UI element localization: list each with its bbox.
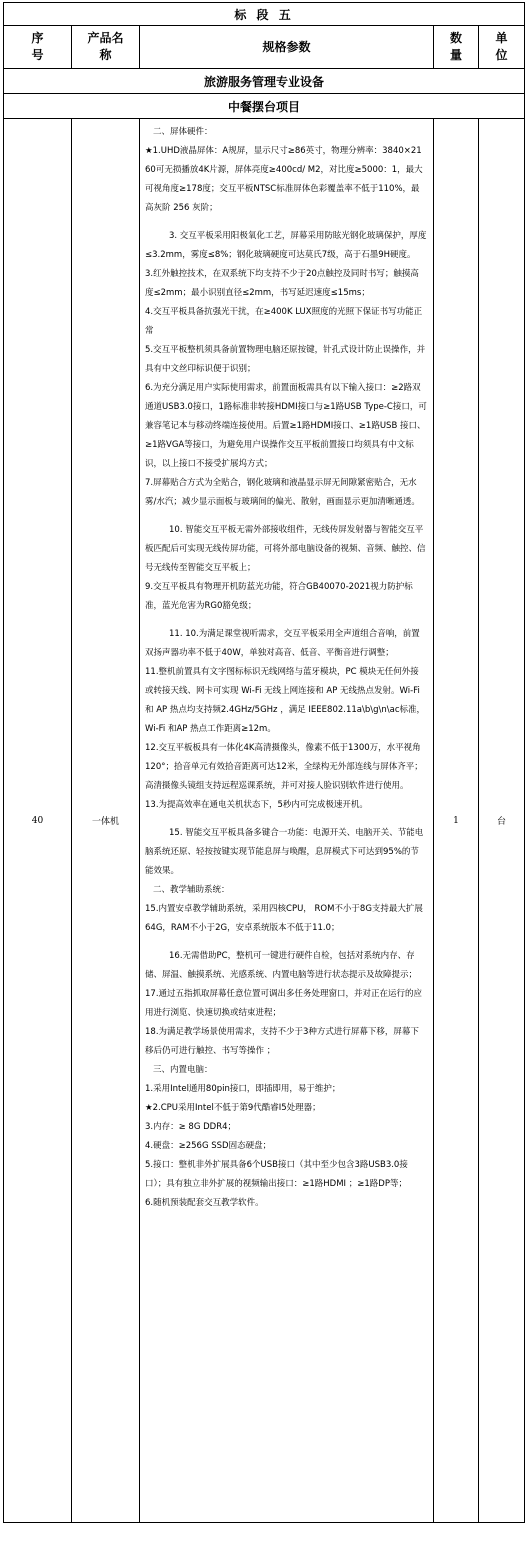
item-no: 40 bbox=[4, 119, 72, 1523]
spec-line: 6.随机预装配套交互教学软件。 bbox=[145, 1198, 264, 1208]
header-product-line2: 称 bbox=[99, 48, 112, 62]
spec-line: 12.交互平板板具有一体化4K高清摄像头，像素不低于1300万，水平视角 120°；拾音单元有效拾音距离可达12米，全绿构无外部连线与屏体齐平；高清摄像头镜组支持远程巡课系统，并可对接人脸识别软件进行使用。 bbox=[145, 743, 423, 791]
subcategory-row bbox=[4, 94, 525, 119]
subcategory-title: 中餐摆台项目 bbox=[4, 94, 525, 119]
spec-line: 三、内置电脑： bbox=[153, 1065, 213, 1075]
spec-line: 11. 10.为满足课堂视听需求，交互平板采用全声道组合音响，前置双扬声器功率不低于40W，单独对高音、低音、平衡音进行调整； bbox=[145, 629, 420, 658]
header-qty-line1: 数 bbox=[449, 31, 462, 45]
spec-line: 13.为提高效率在通电关机状态下，5秒内可完成极速开机。 bbox=[145, 800, 368, 810]
item-unit: 台 bbox=[479, 119, 525, 1523]
spec-line: 3.红外触控技术，在双系统下均支持不少于20点触控及同时书写；触摸高度≤2mm；最小识别直径≤2mm，书写延迟速度≤15ms； bbox=[145, 269, 419, 298]
section-title-row bbox=[4, 3, 525, 26]
category-title: 旅游服务管理专业设备 bbox=[4, 69, 525, 94]
item-spec bbox=[140, 119, 434, 1523]
spec-line: 3. 交互平板采用阳极氧化工艺，屏幕采用防眩光钢化玻璃保护，厚度≤3.2mm，雾度≤8%；钢化玻璃硬度可达莫氏7级，高于石墨9H硬度。 bbox=[145, 231, 427, 260]
spec-line: 18.为满足教学场景使用需求，支持不少于3种方式进行屏幕下移，屏幕下移后仍可进行触控、书写等操作 ； bbox=[145, 1027, 419, 1056]
header-no bbox=[4, 26, 72, 69]
item-qty: 1 bbox=[434, 119, 479, 1523]
spec-line: 7.屏幕贴合方式为全贴合，钢化玻璃和液晶显示屏无间隙紧密贴合，无水雾/水汽；减少显示面板与玻璃间的偏光、散射，画面显示更加清晰通透。 bbox=[145, 478, 420, 507]
section-title: 标 段 五 bbox=[4, 3, 525, 26]
spec-line: 3.内存：≥ 8G DDR4； bbox=[145, 1122, 237, 1132]
spec-line: 10. 智能交互平板无需外部接收组件，无线传屏发射器与智能交互平板匹配后可实现无线传屏功能，可将外部电脑设备的视频、音频、触控、信号无线传至智能交互平板上； bbox=[145, 525, 426, 573]
spec-line: ★1.UHD液晶屏体：A规屏，显示尺寸≥86英寸，物理分辨率：3840×2160可无损播放4K片源，屏体亮度≥400cd/ M2，对比度≥5000：1，最大可视角度≥178度；交互平板NTSC标准屏体色彩覆盖率不低于110%，最高灰阶 256 灰阶； bbox=[145, 146, 423, 213]
spec-line: 5.接口：整机非外扩展具备6个USB接口（其中至少包含3路USB3.0接口）；具有独立非外扩展的视频输出接口：≥1路HDMI ；≥1路DP等； bbox=[145, 1160, 408, 1189]
header-unit-line1: 单 bbox=[495, 31, 508, 45]
header-unit-line2: 位 bbox=[495, 48, 508, 62]
spec-line: 5.交互平板整机须具备前置物理电脑还原按键，针孔式设计防止误操作，并具有中文丝印标识便于识别； bbox=[145, 345, 426, 374]
spec-line: 17.通过五指抓取屏幕任意位置可调出多任务处理窗口，并对正在运行的应用进行浏览、快速切换或结束进程； bbox=[145, 989, 423, 1018]
spec-line: 6.为充分满足用户实际使用需求，前置面板需具有以下输入接口：≥2路双通道USB3.0接口，1路标准非转接HDMI接口与≥1路USB Type-C接口，可兼容笔记本与移动终端连接使用。后置≥1路HDMI接口、≥1路USB 接口、≥1路VGA等接口，为避免用户误操作交互平板前置接口均须具有中文标识，以上接口不接受扩展坞方式； bbox=[145, 383, 427, 469]
header-spec: 规格参数 bbox=[140, 26, 434, 69]
spec-line: 16.无需借助PC，整机可一键进行硬件自检，包括对系统内存、存储、屏温、触摸系统、光感系统、内置电脑等进行状态提示及故障提示； bbox=[145, 951, 418, 980]
header-qty bbox=[434, 26, 479, 69]
spec-table bbox=[3, 2, 525, 1523]
category-row bbox=[4, 69, 525, 94]
item-row bbox=[4, 119, 525, 1523]
spec-line: 15. 智能交互平板具备多键合一功能：电源开关、电脑开关、节能电脑系统还原、轻按按键实现节能息屏与唤醒，息屏模式下可达到95%的节能效果。 bbox=[145, 828, 424, 876]
spec-line: ★2.CPU采用Intel不低于第9代酷睿I5处理器； bbox=[145, 1103, 321, 1113]
header-no-line1: 序 bbox=[31, 31, 44, 45]
spec-line: 二、屏体硬件： bbox=[153, 127, 213, 137]
header-unit bbox=[479, 26, 525, 69]
header-product bbox=[72, 26, 140, 69]
header-row bbox=[4, 26, 525, 69]
spec-line: 9.交互平板具有物理开机防蓝光功能，符合GB40070-2021视力防护标准，蓝光危害为RG0豁免级； bbox=[145, 582, 413, 611]
header-no-line2: 号 bbox=[31, 48, 44, 62]
spec-line: 11.整机前置具有文字图标标识无线网络与蓝牙模块，PC 模块无任何外接或转接天线、网卡可实现 Wi-Fi 无线上网连接和 AP 无线热点发射。Wi-Fi 和 AP 热点均支持频2.4GHz/5GHz ，满足 IEEE802.11a\b\g\n\ac标准，Wi-Fi 和AP 热点工作距离≥12m。 bbox=[145, 667, 426, 734]
spec-line: 二、教学辅助系统： bbox=[153, 885, 230, 895]
header-qty-line2: 量 bbox=[449, 48, 462, 62]
item-product: 一体机 bbox=[72, 119, 140, 1523]
spec-line: 4.交互平板具备抗强光干扰，在≥400K LUX照度的光照下保证书写功能正常 bbox=[145, 307, 423, 336]
spec-line: 1.采用Intel通用80pin接口，即插即用，易于维护； bbox=[145, 1084, 341, 1094]
header-product-line1: 产品名 bbox=[87, 31, 124, 45]
spec-line: 15.内置安卓教学辅助系统，采用四核CPU， ROM不小于8G支持最大扩展64G，RAM不小于2G，安卓系统版本不低于11.0； bbox=[145, 904, 423, 933]
spec-line: 4.硬盘：≥256G SSD固态硬盘； bbox=[145, 1141, 272, 1151]
